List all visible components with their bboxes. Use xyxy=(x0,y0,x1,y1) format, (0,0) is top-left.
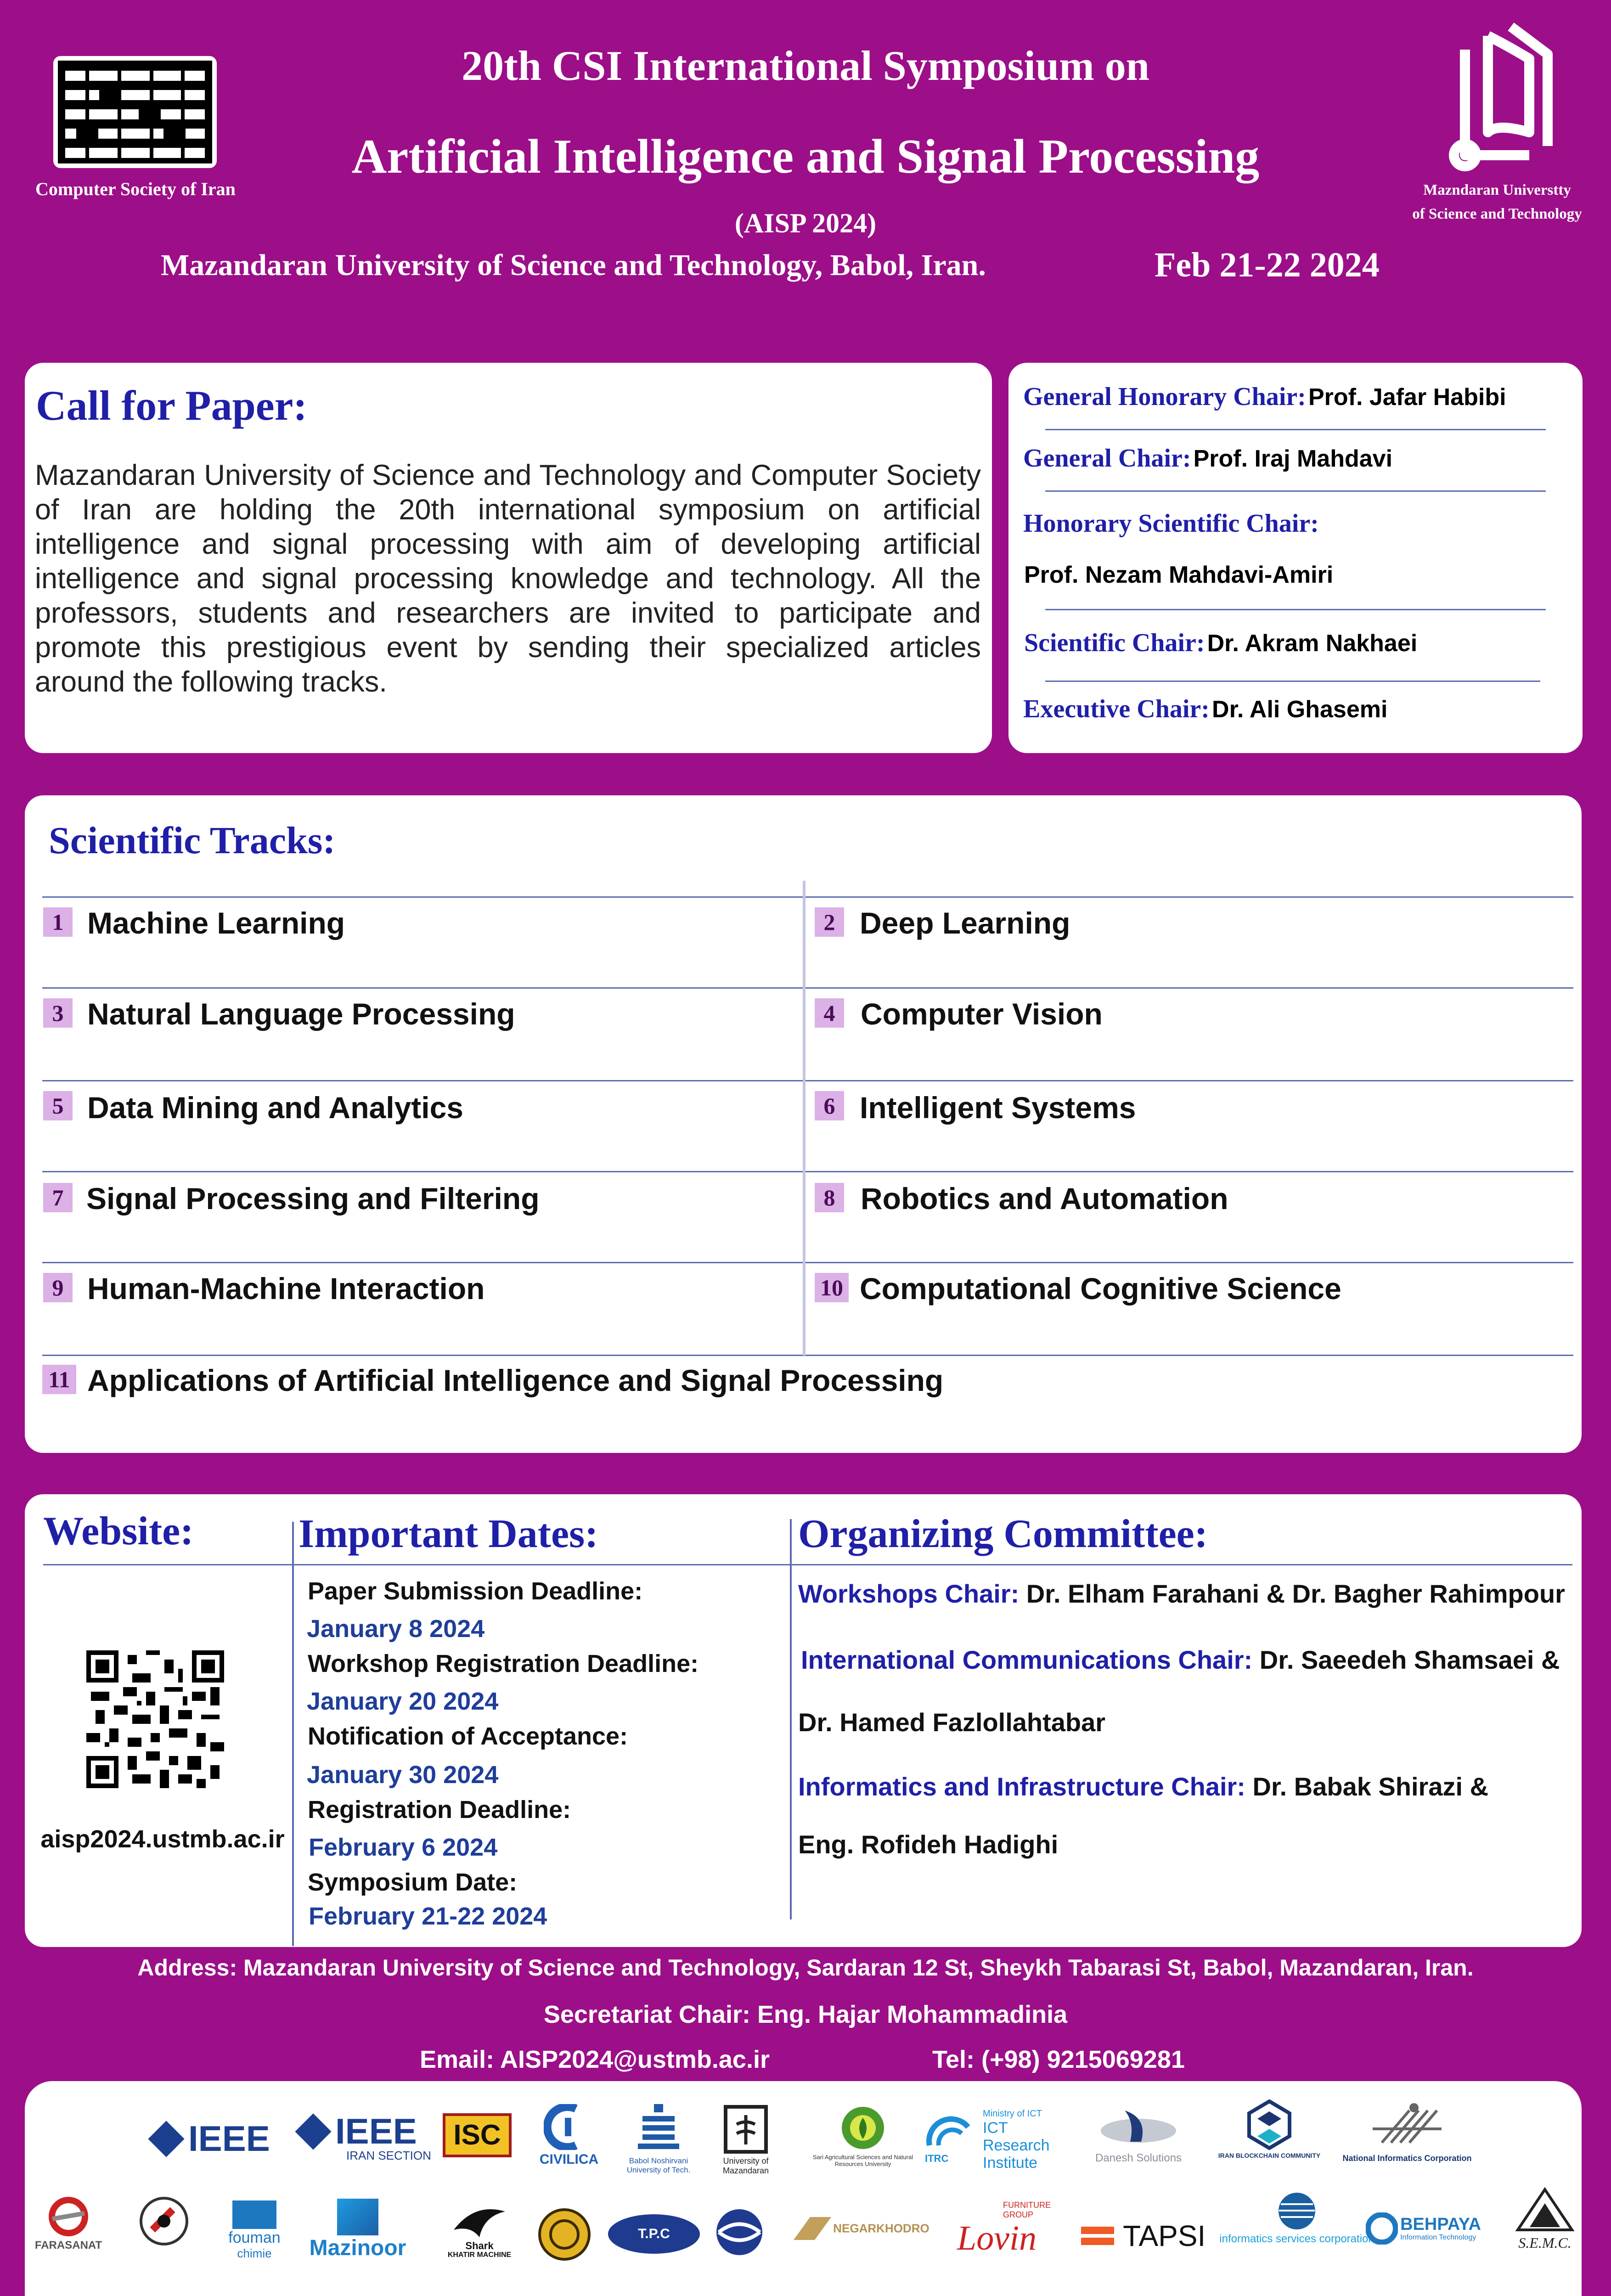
nic-logo-icon xyxy=(1363,2101,1451,2152)
sponsor-text: fouman xyxy=(228,2229,281,2246)
date-value: January 30 2024 xyxy=(307,1761,499,1789)
email[interactable]: Email: AISP2024@ustmb.ac.ir xyxy=(420,2046,770,2073)
track-name: Robotics and Automation xyxy=(861,1182,1228,1216)
sponsor-ieee-iran xyxy=(300,2110,431,2163)
committee-label: International Communications Chair: xyxy=(801,1645,1253,1674)
sponsor-text: FURNITURE GROUP xyxy=(1003,2200,1051,2219)
sponsor-text: IEEE xyxy=(188,2118,270,2159)
sponsor-text: Mazinoor xyxy=(309,2236,406,2260)
track-name: Human-Machine Interaction xyxy=(87,1272,485,1306)
divider xyxy=(42,1080,1573,1081)
negarkhodro-logo-icon xyxy=(792,2212,833,2245)
column-divider xyxy=(803,881,806,1356)
sponsor-text: Babol Noshirvani University of Tech. xyxy=(626,2156,691,2174)
date-value: January 8 2024 xyxy=(307,1615,485,1643)
date-label: Workshop Registration Deadline: xyxy=(308,1650,699,1677)
date-label: Symposium Date: xyxy=(308,1868,518,1896)
track-name: Natural Language Processing xyxy=(87,997,515,1031)
sponsor-text: Lovin xyxy=(957,2219,1037,2257)
header-date: Feb 21-22 2024 xyxy=(1155,246,1380,284)
sponsor-text: T.P.C xyxy=(638,2226,670,2241)
sponsor-civilica xyxy=(535,2104,603,2167)
committee-names: Dr. Elham Farahani & Dr. Bagher Rahimpour xyxy=(1019,1579,1565,1608)
committee-label: Informatics and Infrastructure Chair: xyxy=(798,1772,1245,1801)
track-name: Intelligent Systems xyxy=(860,1091,1136,1125)
chair-name: Dr. Akram Nakhaei xyxy=(1207,630,1418,657)
sponsor-text: IEEE xyxy=(335,2111,417,2151)
track-number: 2 xyxy=(815,907,844,937)
track-name: Computer Vision xyxy=(861,997,1103,1031)
sponsor-itrc xyxy=(925,2109,1050,2172)
divider xyxy=(1045,609,1546,610)
chair-executive xyxy=(1023,694,1387,724)
date-label: Registration Deadline: xyxy=(308,1796,571,1823)
isc-corp-logo-icon xyxy=(1277,2191,1317,2231)
date-value: February 21-22 2024 xyxy=(309,1902,547,1930)
scientific-tracks-card xyxy=(25,795,1582,1453)
chair-general xyxy=(1023,444,1392,473)
behpaya-text-block xyxy=(1400,2215,1481,2242)
book-icon xyxy=(1437,17,1557,174)
sponsor-ieee xyxy=(153,2118,270,2160)
track-name: Computational Cognitive Science xyxy=(860,1272,1341,1306)
track-number: 11 xyxy=(42,1365,76,1394)
shark-logo-icon xyxy=(452,2198,507,2239)
divider xyxy=(42,987,1573,989)
seal-logo-icon xyxy=(538,2208,591,2261)
track-name: Applications of Artificial Intelligence and Signal Processing xyxy=(87,1363,944,1397)
civilica-icon xyxy=(544,2104,594,2150)
ustmb-logo xyxy=(1437,17,1557,174)
track-number: 7 xyxy=(43,1183,73,1212)
chair-name: Prof. Iraj Mahdavi xyxy=(1193,445,1393,472)
sponsor-text: S.E.M.C. xyxy=(1518,2234,1572,2251)
qr-code-icon xyxy=(86,1650,224,1788)
committee-label: Workshops Chair: xyxy=(798,1579,1020,1608)
abacus-icon xyxy=(58,61,212,163)
sponsor-abadi xyxy=(134,2196,194,2248)
sponsor-text: informatics services corporation xyxy=(1219,2233,1374,2245)
fouman-logo-icon xyxy=(232,2200,276,2229)
track-name: Machine Learning xyxy=(87,906,345,940)
semc-logo-icon xyxy=(1515,2187,1575,2233)
umz-logo-icon xyxy=(723,2104,769,2155)
csi-logo xyxy=(53,56,217,168)
mazinoor-logo-icon xyxy=(337,2199,378,2235)
sponsor-text: KHATIR MACHINE xyxy=(447,2251,512,2259)
itrc-logo-icon xyxy=(925,2109,973,2153)
sponsor-gold-seal xyxy=(535,2208,594,2263)
farasanat-logo-icon xyxy=(48,2196,89,2237)
divider xyxy=(42,1262,1573,1263)
sanru-logo-icon xyxy=(839,2104,887,2152)
sponsor-umz xyxy=(714,2104,778,2176)
sponsor-isc-corp xyxy=(1219,2191,1375,2245)
tracks-title: Scientific Tracks: xyxy=(49,819,336,862)
sponsor-nic xyxy=(1329,2101,1485,2163)
column-divider xyxy=(292,1522,294,1946)
ieee-diamond-icon xyxy=(295,2113,331,2150)
divider xyxy=(1045,429,1546,430)
ustmb-label-line1: Mazndaran Universtty xyxy=(1423,182,1571,198)
track-name: Deep Learning xyxy=(860,906,1070,940)
website-title: Website: xyxy=(43,1509,194,1553)
call-for-paper-card xyxy=(25,363,992,753)
track-number: 8 xyxy=(815,1183,844,1212)
globe-logo-icon xyxy=(714,2207,765,2257)
chair-general-honorary xyxy=(1023,382,1506,411)
itrc-text-block xyxy=(983,2109,1075,2172)
date-value: February 6 2024 xyxy=(309,1834,498,1861)
ieee-diamond-icon xyxy=(148,2121,184,2157)
sponsor-semc xyxy=(1513,2187,1577,2251)
intl-communications-chair-cont: Dr. Hamed Fazlollahtabar xyxy=(798,1708,1106,1737)
sponsor-khatir-machine xyxy=(438,2198,521,2259)
chair-label: General Chair: xyxy=(1023,444,1191,473)
date-label: Notification of Acceptance: xyxy=(308,1722,628,1750)
sponsor-negarkhodro xyxy=(787,2212,934,2245)
danesh-logo-icon xyxy=(1097,2104,1180,2150)
track-name: Signal Processing and Filtering xyxy=(86,1182,540,1216)
sponsor-blockchain xyxy=(1200,2099,1338,2159)
chairs-card xyxy=(1008,363,1583,753)
address: Address: Mazandaran University of Science and Technology, Sardaran 12 St, Sheykh Tabarasi St, Babol, Mazandaran, Iran. xyxy=(137,1955,1474,1981)
divider xyxy=(1045,681,1540,682)
sponsor-text: ITRC xyxy=(925,2153,949,2164)
sponsor-tpc xyxy=(608,2214,700,2254)
sponsor-lovin xyxy=(957,2200,1076,2257)
sponsor-danesh xyxy=(1086,2104,1191,2165)
call-for-paper-title: Call for Paper: xyxy=(36,382,308,429)
committee-names: Dr. Babak Shirazi & xyxy=(1245,1772,1489,1801)
website-url[interactable]: aisp2024.ustmb.ac.ir xyxy=(40,1825,285,1853)
informatics-chair-cont: Eng. Rofideh Hadighi xyxy=(798,1830,1059,1859)
track-number: 4 xyxy=(815,998,844,1028)
date-value: January 20 2024 xyxy=(307,1688,499,1715)
track-number: 10 xyxy=(815,1273,849,1302)
sponsor-text: BEHPAYA xyxy=(1400,2215,1481,2234)
sponsor-text: TAPSI xyxy=(1123,2219,1206,2252)
date-label: Paper Submission Deadline: xyxy=(308,1577,643,1605)
dates-title: Important Dates: xyxy=(299,1512,598,1556)
qr-code[interactable] xyxy=(86,1650,224,1788)
tapsi-logo-icon xyxy=(1081,2227,1114,2245)
track-number: 9 xyxy=(43,1273,73,1302)
sponsor-isc xyxy=(443,2113,512,2157)
divider xyxy=(42,1355,1573,1356)
info-card xyxy=(25,1494,1582,1947)
chair-label: General Honorary Chair: xyxy=(1023,383,1306,411)
sponsor-text: ICT Research Institute xyxy=(983,2119,1050,2172)
secretariat: Secretariat Chair: Eng. Hajar Mohammadinia xyxy=(543,2001,1068,2028)
divider xyxy=(1045,490,1546,492)
sponsor-text: NEGARKHODRO xyxy=(833,2221,929,2235)
sponsor-text: chimie xyxy=(237,2246,272,2260)
sponsor-text: FARASANAT xyxy=(34,2239,102,2251)
chair-label: Executive Chair: xyxy=(1023,695,1210,723)
informatics-chair xyxy=(798,1772,1488,1801)
sponsor-text: Danesh Solutions xyxy=(1095,2152,1182,2164)
sponsor-text: Shark xyxy=(465,2240,494,2251)
track-number: 3 xyxy=(43,998,73,1028)
chair-scientific xyxy=(1024,628,1417,658)
sponsor-text: University of Mazandaran xyxy=(722,2156,769,2175)
abadi-logo-icon xyxy=(139,2196,189,2246)
ustmb-label-line2: of Science and Technology xyxy=(1412,206,1582,222)
header-title-line2: Artificial Intelligence and Signal Processing xyxy=(351,129,1260,183)
csi-logo-label: Computer Society of Iran xyxy=(35,179,236,199)
sponsor-farasanat xyxy=(34,2196,103,2252)
sponsor-text: Sari Agricultural Sciences and Natural Resources University xyxy=(812,2154,913,2167)
sponsor-text: IRAN BLOCKCHAIN COMMUNITY xyxy=(1218,2152,1321,2159)
behpaya-logo-icon xyxy=(1366,2212,1398,2245)
sponsor-nit xyxy=(617,2104,700,2175)
track-number: 5 xyxy=(43,1091,73,1120)
track-number: 1 xyxy=(43,907,73,937)
chair-label: Scientific Chair: xyxy=(1024,629,1205,657)
sponsor-tapsi xyxy=(1081,2219,1205,2253)
workshops-chair xyxy=(798,1579,1565,1609)
chair-name: Dr. Ali Ghasemi xyxy=(1212,696,1388,723)
track-number: 6 xyxy=(815,1091,844,1120)
committee-title: Organizing Committee: xyxy=(798,1512,1208,1556)
sponsors-strip xyxy=(25,2081,1582,2296)
sponsor-text: National Informatics Corporation xyxy=(1342,2154,1472,2163)
sponsor-text: Information Technology xyxy=(1400,2234,1476,2241)
header-venue: Mazandaran University of Science and Technology, Babol, Iran. xyxy=(161,248,986,282)
telephone[interactable]: Tel: (+98) 9215069281 xyxy=(932,2046,1185,2073)
sponsor-sanru xyxy=(806,2104,920,2167)
sponsor-fouman-chimie xyxy=(218,2200,291,2261)
track-name: Data Mining and Analytics xyxy=(87,1091,464,1125)
chair-honorary-scientific-label: Honorary Scientific Chair: xyxy=(1023,509,1319,538)
divider xyxy=(43,1564,1572,1565)
blockchain-logo-icon xyxy=(1246,2099,1292,2150)
header-title-line1: 20th CSI International Symposium on xyxy=(462,42,1149,89)
divider xyxy=(42,896,1573,898)
sponsor-text: IRAN SECTION xyxy=(346,2149,431,2162)
chair-honorary-scientific-name: Prof. Nezam Mahdavi-Amiri xyxy=(1024,562,1334,588)
sponsor-text: Ministry of ICT xyxy=(983,2109,1042,2119)
sponsor-mazinoor xyxy=(300,2199,415,2261)
sponsor-text: CIVILICA xyxy=(539,2152,599,2167)
chair-name: Prof. Jafar Habibi xyxy=(1308,384,1506,411)
sponsor-behpaya xyxy=(1366,2212,1481,2245)
sponsor-text: ISC xyxy=(453,2119,501,2151)
call-for-paper-body: Mazandaran University of Science and Technology and Computer Society of Iran are holding the 20th international symposium on artificial intelligence and signal processing with aim of developing artificial intelligence and signal processing knowledge and technology. All the professors, students and researchers are invited to participate and promote this prestigious event by sending their specialized articles around the following tracks. xyxy=(35,459,981,698)
nit-logo-icon xyxy=(638,2104,679,2155)
committee-names: Dr. Saeedeh Shamsaei & xyxy=(1252,1645,1560,1674)
column-divider xyxy=(790,1519,792,1919)
ustmb-logo-label xyxy=(1401,178,1594,226)
header-acronym: (AISP 2024) xyxy=(734,208,877,238)
intl-communications-chair xyxy=(801,1645,1560,1675)
divider xyxy=(42,1171,1573,1172)
sponsor-blue-globe xyxy=(712,2207,767,2259)
